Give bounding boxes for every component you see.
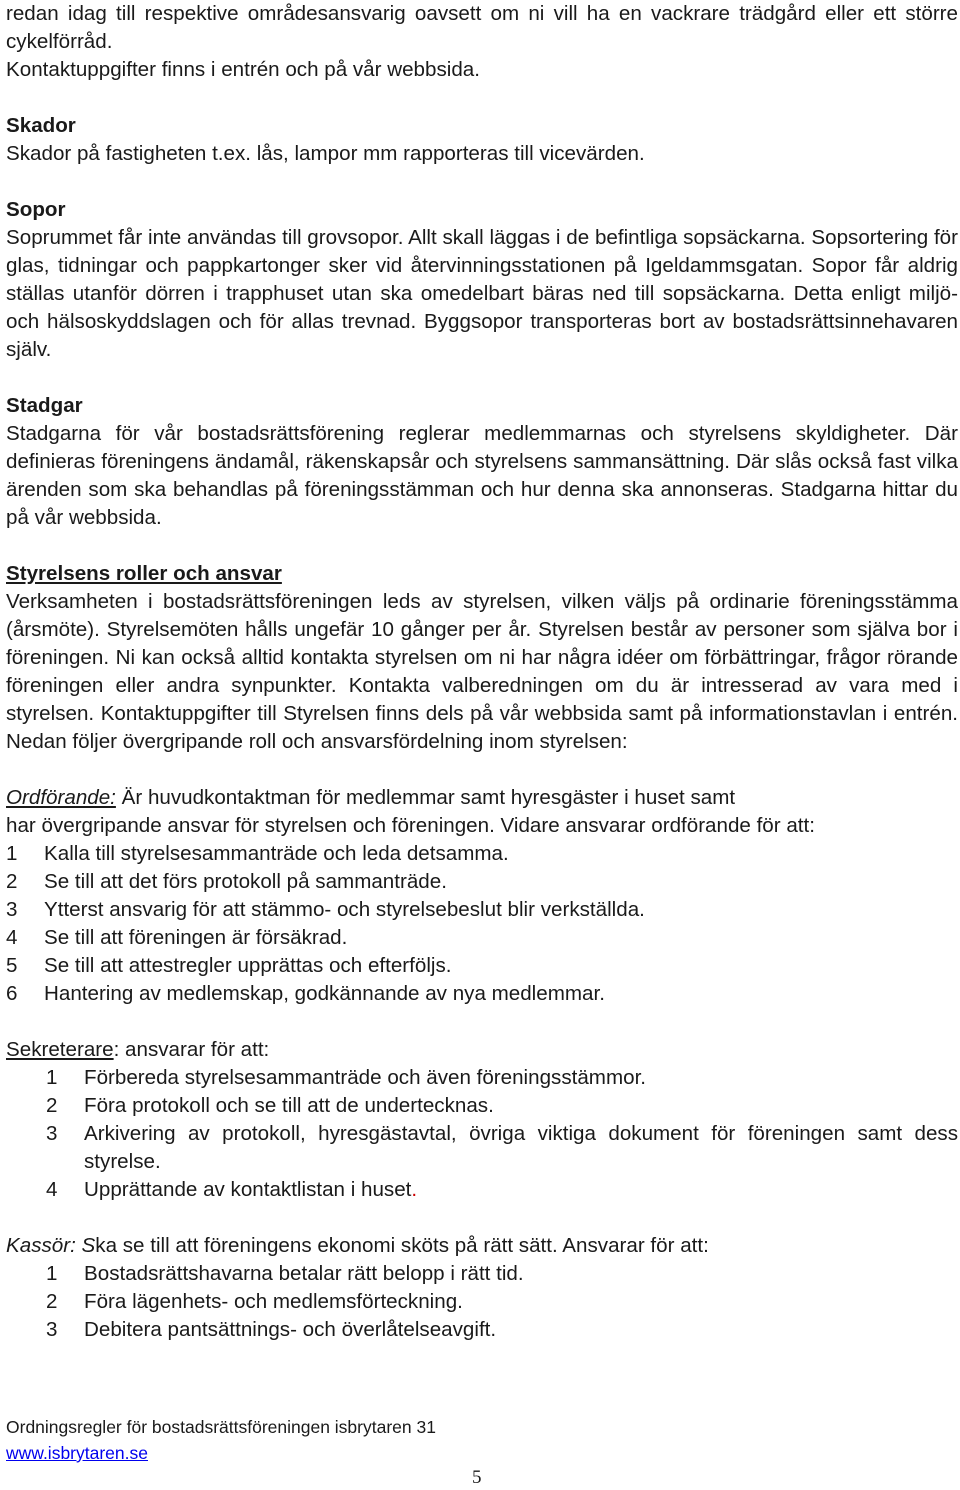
role-label-kassor: Kassör: S: [6, 1234, 96, 1257]
list-item: 5 Se till att attestregler upprättas och efterföljs.: [6, 954, 452, 977]
list-item: 2 Föra protokoll och se till att de undertecknas.: [46, 1094, 494, 1117]
page-number: 5: [472, 1467, 482, 1488]
section-text-styrelsen: Verksamheten i bostadsrättsföreningen leds av styrelsen, vilken väljs på ordinarie föreningsstämma (årsmöte). Styrelsemöten hålls ungefär 10 gånger per år. Styrelsen består av personer som själva bor i föreningen. Ni kan också alltid kontakta styrelsen om ni har några idéer om förbättringar, frågor rörande föreningen eller andra synpunkter. Kontakta valberedningen om du är intresserad av vara med i styrelsen. Kontaktuppgifter till Styrelsen finns dels på vår webbsida samt på informationstavlan i entrén. Nedan följer övergripande roll och ansvarsfördelning inom styrelsen:: [6, 590, 958, 753]
list-item: 6 Hantering av medlemskap, godkännande av nya medlemmar.: [6, 982, 605, 1005]
sekreterare-intro: Sekreterare: ansvarar för att:: [6, 1038, 270, 1061]
section-heading-skador: Skador: [6, 114, 76, 137]
kassor-intro: Kassör: Ska se till att föreningens ekonomi sköts på rätt sätt. Ansvarar för att:: [6, 1234, 709, 1257]
page-footer: [6, 1414, 436, 1466]
intro-paragraph: redan idag till respektive områdesansvarig oavsett om ni vill ha en vackrare trädgård eller ett större cykelförråd.: [6, 2, 958, 53]
list-item: 2 Se till att det förs protokoll på sammanträde.: [6, 870, 447, 893]
section-text-sopor: Soprummet får inte användas till grovsopor. Allt skall läggas i de befintliga sopsäckarna. Sopsortering för glas, tidningar och pappkartonger sker vid återvinningsstationen på Igeldammsgatan. Sopor får aldrig ställas utanför dörren i trapphuset utan ska omedelbart bäras ned till sopsäckarna. Detta enligt miljö- och hälsoskyddslagen och för allas trevnad. Byggsopor transporteras bort av bostadsrättsinnehavaren själv.: [6, 226, 958, 361]
intro-contact-line: Kontaktuppgifter finns i entrén och på vår webbsida.: [6, 58, 480, 81]
section-text-stadgar: Stadgarna för vår bostadsrättsförening reglerar medlemmarnas och styrelsens skyldigheter. Där definieras föreningens ändamål, räkenskapsår och styrelsens sammansättning. Där slås också fast vilka ärenden som ska behandlas på föreningsstämman och hur denna ska annonseras. Stadgarna hittar du på vår webbsida.: [6, 422, 958, 529]
list-item: 1 Förbereda styrelsesammanträde och även föreningsstämmor.: [46, 1066, 647, 1089]
list-item: 1 Kalla till styrelsesammanträde och leda detsamma.: [6, 842, 509, 865]
section-heading-sopor: Sopor: [6, 198, 66, 221]
website-link[interactable]: www.isbrytaren.se: [6, 1443, 148, 1463]
ordforande-intro: Ordförande: Är huvudkontaktman för medlemmar samt hyresgäster i huset samt: [6, 786, 736, 809]
section-heading-stadgar: Stadgar: [6, 394, 83, 417]
list-item: 4 Upprättande av kontaktlistan i huset.: [46, 1178, 418, 1201]
list-item: 1 Bostadsrättshavarna betalar rätt belopp i rätt tid.: [46, 1262, 524, 1285]
list-item: 3 Debitera pantsättnings- och överlåtelseavgift.: [46, 1318, 497, 1341]
sekreterare-list: [6, 1064, 958, 1204]
document-page: [6, 0, 958, 1344]
list-item: 3 Arkivering av protokoll, hyresgästavtal, övriga viktiga dokument för föreningen samt dess styrelse.: [46, 1122, 958, 1173]
ordforande-list: [6, 840, 958, 1008]
kassor-list: [6, 1260, 958, 1344]
footer-title: Ordningsregler för bostadsrättsföreningen isbrytaren 31: [6, 1417, 436, 1437]
list-item: 2 Föra lägenhets- och medlemsförteckning.: [46, 1290, 463, 1313]
role-label-ordforande: Ordförande:: [6, 786, 116, 809]
section-text-skador: Skador på fastigheten t.ex. lås, lampor mm rapporteras till vicevärden.: [6, 142, 645, 165]
ordforande-intro-cont: har övergripande ansvar för styrelsen och föreningen. Vidare ansvarar ordförande för att:: [6, 814, 815, 837]
section-heading-styrelsen: Styrelsens roller och ansvar: [6, 562, 282, 585]
list-item: 4 Se till att föreningen är försäkrad.: [6, 926, 348, 949]
role-label-sekreterare: Sekreterare: [6, 1038, 114, 1061]
list-item: 3 Ytterst ansvarig för att stämmo- och styrelsebeslut blir verkställda.: [6, 898, 645, 921]
